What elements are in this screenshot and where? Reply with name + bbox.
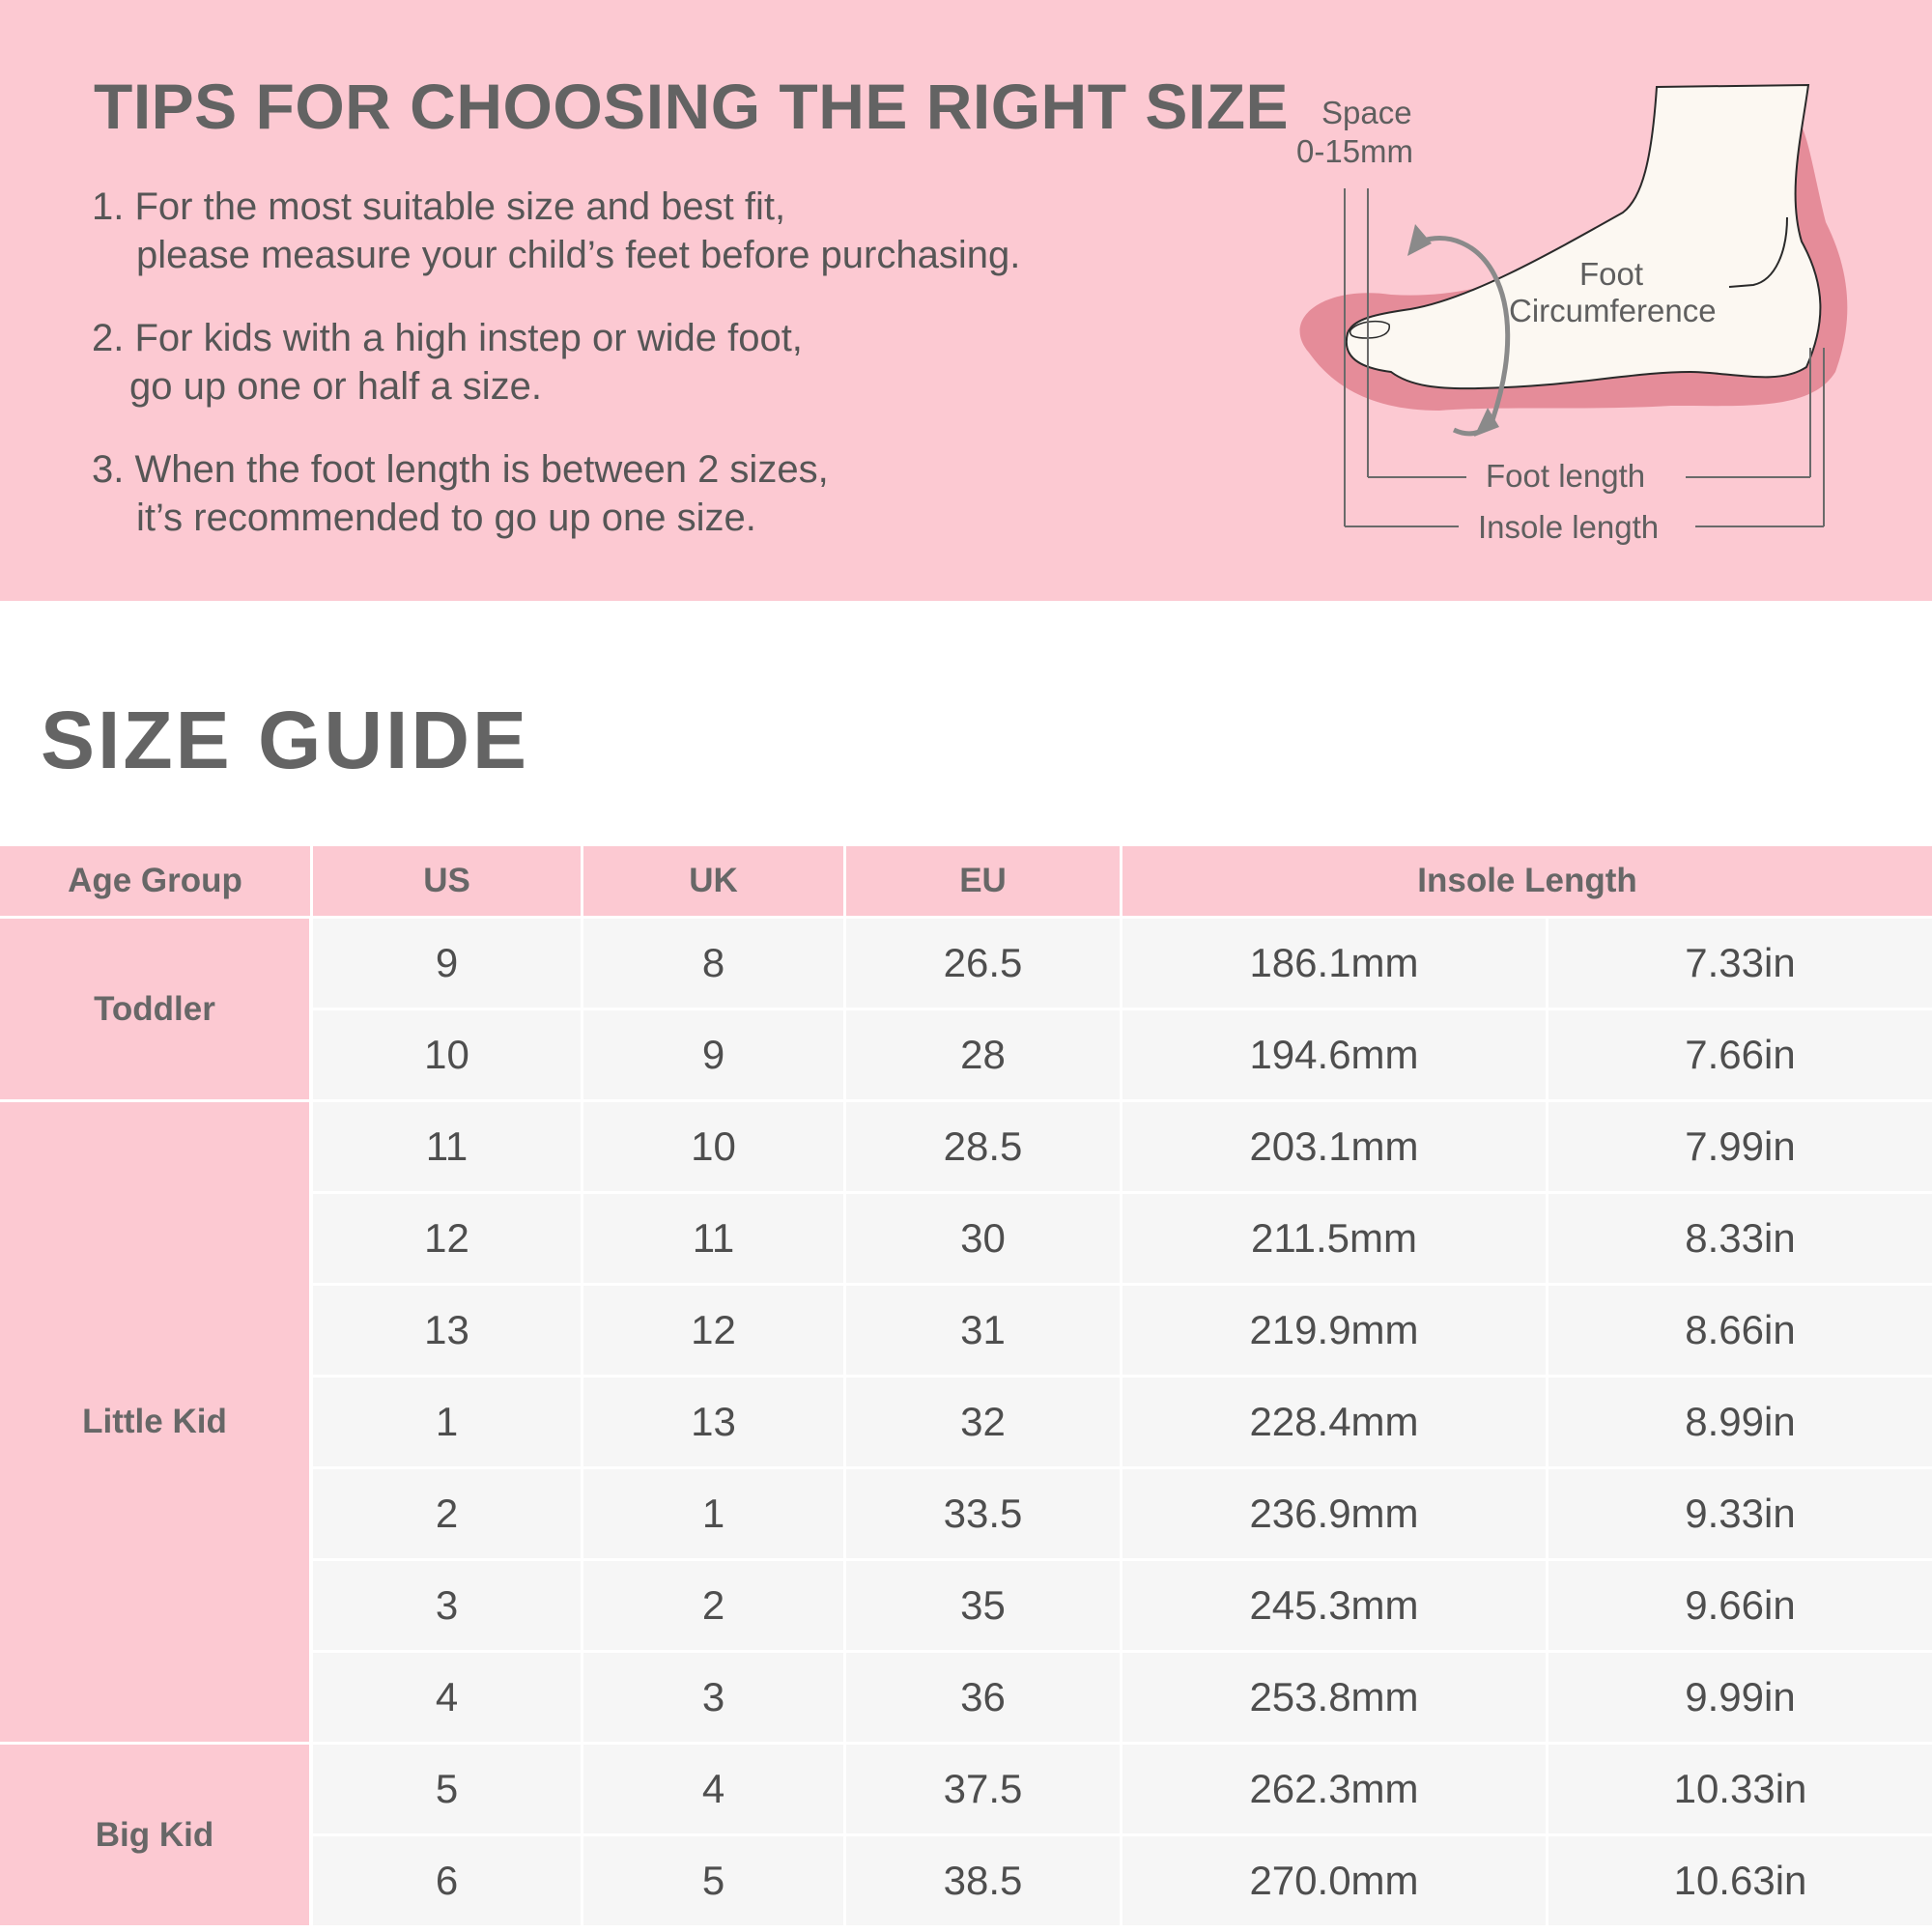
cell-uk: 3: [583, 1653, 846, 1745]
cell-mm: 203.1mm: [1122, 1102, 1548, 1194]
cell-in: 7.33in: [1548, 919, 1932, 1010]
table-header-row: [0, 846, 1932, 919]
table-row: [0, 919, 1932, 1010]
cell-in: 9.66in: [1548, 1561, 1932, 1653]
table-row: [0, 1102, 1932, 1194]
cell-eu: 28.5: [846, 1102, 1122, 1194]
cell-uk: 4: [583, 1745, 846, 1836]
cell-eu: 38.5: [846, 1836, 1122, 1928]
tip-3-line-2: it’s recommended to go up one size.: [136, 497, 756, 539]
cell-us: 10: [313, 1010, 583, 1102]
cell-eu: 33.5: [846, 1469, 1122, 1561]
cell-uk: 2: [583, 1561, 846, 1653]
cell-mm: 186.1mm: [1122, 919, 1548, 1010]
cell-mm: 194.6mm: [1122, 1010, 1548, 1102]
cell-eu: 30: [846, 1194, 1122, 1286]
cell-us: 2: [313, 1469, 583, 1561]
cell-us: 11: [313, 1102, 583, 1194]
cell-mm: 245.3mm: [1122, 1561, 1548, 1653]
cell-uk: 1: [583, 1469, 846, 1561]
cell-eu: 35: [846, 1561, 1122, 1653]
cell-us: 6: [313, 1836, 583, 1928]
cell-in: 9.33in: [1548, 1469, 1932, 1561]
cell-mm: 253.8mm: [1122, 1653, 1548, 1745]
age-group-little-kid: Little Kid: [0, 1102, 313, 1745]
tip-item-2: [92, 314, 803, 411]
cell-uk: 12: [583, 1286, 846, 1378]
age-group-toddler: Toddler: [0, 919, 313, 1102]
tip-item-1: [92, 183, 1020, 279]
tip-3-line-1: 3. When the foot length is between 2 sizes,: [92, 448, 829, 491]
cell-uk: 5: [583, 1836, 846, 1928]
cell-eu: 32: [846, 1378, 1122, 1469]
header-insole-length: Insole Length: [1122, 846, 1932, 919]
tip-1-line-2: please measure your child’s feet before purchasing.: [136, 234, 1021, 276]
insole-length-label: Insole length: [1478, 509, 1660, 545]
cell-eu: 31: [846, 1286, 1122, 1378]
cell-in: 10.33in: [1548, 1745, 1932, 1836]
header-uk: UK: [583, 846, 846, 919]
cell-us: 5: [313, 1745, 583, 1836]
size-table: [0, 846, 1932, 1928]
space-label-2: 0-15mm: [1296, 133, 1414, 169]
cell-us: 3: [313, 1561, 583, 1653]
cell-eu: 28: [846, 1010, 1122, 1102]
cell-uk: 8: [583, 919, 846, 1010]
cell-in: 9.99in: [1548, 1653, 1932, 1745]
cell-uk: 13: [583, 1378, 846, 1469]
cell-uk: 9: [583, 1010, 846, 1102]
cell-in: 8.66in: [1548, 1286, 1932, 1378]
cell-in: 8.99in: [1548, 1378, 1932, 1469]
cell-eu: 36: [846, 1653, 1122, 1745]
cell-us: 4: [313, 1653, 583, 1745]
size-guide-title: SIZE GUIDE: [41, 695, 530, 785]
cell-us: 12: [313, 1194, 583, 1286]
cell-mm: 270.0mm: [1122, 1836, 1548, 1928]
tips-title: TIPS FOR CHOOSING THE RIGHT SIZE: [94, 71, 1290, 142]
cell-eu: 26.5: [846, 919, 1122, 1010]
tip-item-3: [92, 445, 829, 542]
space-label-1: Space: [1321, 95, 1412, 130]
cell-mm: 262.3mm: [1122, 1745, 1548, 1836]
age-group-big-kid: Big Kid: [0, 1745, 313, 1928]
cell-us: 13: [313, 1286, 583, 1378]
cell-in: 8.33in: [1548, 1194, 1932, 1286]
circumference-arrowhead-top: [1407, 224, 1432, 256]
cell-mm: 228.4mm: [1122, 1378, 1548, 1469]
tip-1-line-1: 1. For the most suitable size and best fit,: [92, 185, 786, 228]
table-row: [0, 1745, 1932, 1836]
tips-banner: [0, 0, 1932, 601]
cell-uk: 10: [583, 1102, 846, 1194]
cell-mm: 211.5mm: [1122, 1194, 1548, 1286]
circumference-label-2: Circumference: [1509, 293, 1717, 328]
header-age-group: Age Group: [0, 846, 313, 919]
cell-mm: 219.9mm: [1122, 1286, 1548, 1378]
cell-us: 9: [313, 919, 583, 1010]
cell-mm: 236.9mm: [1122, 1469, 1548, 1561]
cell-in: 7.99in: [1548, 1102, 1932, 1194]
cell-in: 10.63in: [1548, 1836, 1932, 1928]
tip-2-line-1: 2. For kids with a high instep or wide foot,: [92, 317, 803, 359]
tip-2-line-2: go up one or half a size.: [129, 365, 542, 408]
cell-uk: 11: [583, 1194, 846, 1286]
circumference-label-1: Foot: [1579, 256, 1644, 292]
cell-us: 1: [313, 1378, 583, 1469]
header-eu: EU: [846, 846, 1122, 919]
cell-in: 7.66in: [1548, 1010, 1932, 1102]
foot-diagram-icon: [1246, 77, 1884, 560]
cell-eu: 37.5: [846, 1745, 1122, 1836]
foot-length-label: Foot length: [1486, 458, 1646, 494]
header-us: US: [313, 846, 583, 919]
